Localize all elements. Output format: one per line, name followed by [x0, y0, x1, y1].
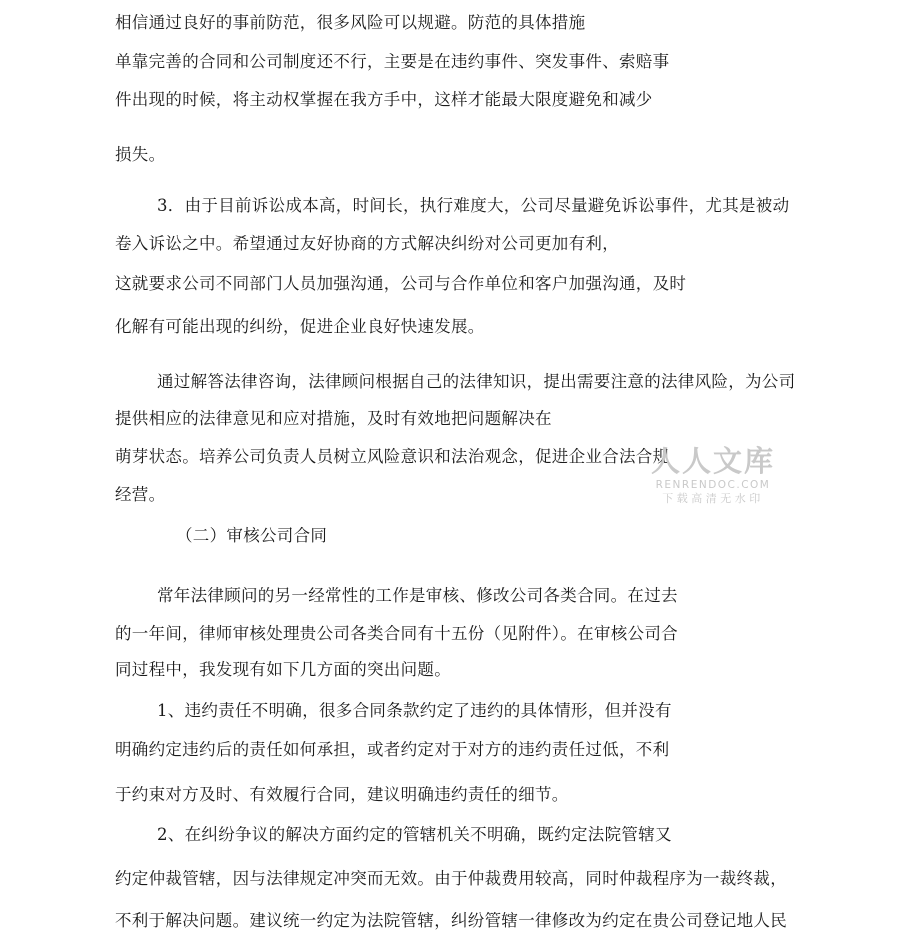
section-heading: （二）审核公司合同 [176, 526, 328, 545]
text-line: 卷入诉讼之中。希望通过友好协商的方式解决纠纷对公司更加有利， [115, 234, 619, 253]
text-line: 同过程中，我发现有如下几方面的突出问题。 [115, 660, 451, 679]
text-line: 明确约定违约后的责任如何承担，或者约定对于对方的违约责任过低，不利 [115, 740, 670, 759]
text-line: 3．由于目前诉讼成本高，时间长，执行难度大，公司尽量避免诉讼事件，尤其是被动 [157, 196, 790, 215]
text-line: 单靠完善的合同和公司制度还不行，主要是在违约事件、突发事件、索赔事 [115, 52, 670, 71]
text-line: 通过解答法律咨询，法律顾问根据自己的法律知识，提出需要注意的法律风险，为公司 [157, 372, 796, 391]
text-line: 于约束对方及时、有效履行合同，建议明确违约责任的细节。 [115, 785, 569, 804]
text-line: 约定仲裁管辖，因与法律规定冲突而无效。由于仲裁费用较高，同时仲裁程序为一裁终裁， [115, 869, 787, 888]
text-line: 萌芽状态。培养公司负责人员树立风险意识和法治观念，促进企业合法合规 [115, 447, 670, 466]
text-line: 2、在纠纷争议的解决方面约定的管辖机关不明确，既约定法院管辖又 [157, 825, 672, 844]
text-line: 损失。 [115, 145, 166, 164]
text-line: 提供相应的法律意见和应对措施，及时有效地把问题解决在 [115, 409, 552, 428]
text-line: 经营。 [115, 485, 166, 504]
text-line: 这就要求公司不同部门人员加强沟通，公司与合作单位和客户加强沟通，及时 [115, 274, 687, 293]
text-line: 的一年间，律师审核处理贵公司各类合同有十五份（见附件）。在审核公司合 [115, 624, 678, 643]
text-line: 化解有可能出现的纠纷，促进企业良好快速发展。 [115, 317, 485, 336]
text-line: 1、违约责任不明确，很多合同条款约定了违约的具体情形，但并没有 [157, 701, 672, 720]
text-line: 不利于解决问题。建议统一约定为法院管辖，纠纷管辖一律修改为约定在贵公司登记地人民 [115, 911, 787, 930]
watermark-title: 人人文库 [650, 444, 775, 478]
watermark-slogan: 下载高清无水印 [662, 492, 764, 505]
watermark [648, 444, 778, 506]
text-line: 常年法律顾问的另一经常性的工作是审核、修改公司各类合同。在过去 [157, 586, 678, 605]
text-line: 相信通过良好的事前防范，很多风险可以规避。防范的具体措施 [115, 13, 586, 32]
watermark-domain: RENRENDOC.COM [655, 479, 771, 491]
text-line: 件出现的时候，将主动权掌握在我方手中，这样才能最大限度避免和减少 [115, 90, 653, 109]
